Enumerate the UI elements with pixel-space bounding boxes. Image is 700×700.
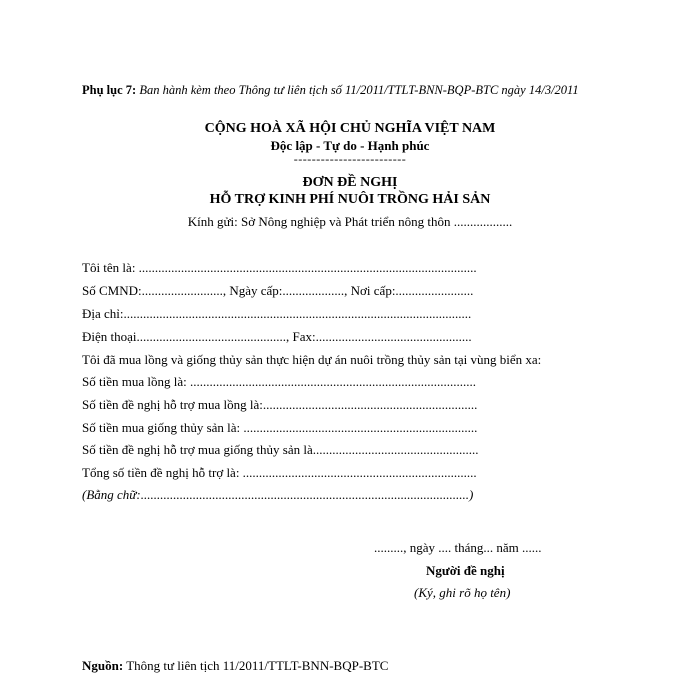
appendix-text: Ban hành kèm theo Thông tư liên tịch số 11/2011/TTLT-BNN-BQP-BTC ngày 14/3/2011 — [136, 83, 579, 97]
field-name: Tôi tên là: ........................................................................................................ — [82, 260, 477, 275]
field-amount-in-words: (Bằng chữ:.....................................................................................................) — [82, 487, 474, 502]
field-id-card: Số CMND:........................., Ngày cấp:..................., Nơi cấp:........................ — [82, 283, 474, 298]
appendix-label: Phụ lục 7: — [82, 83, 137, 97]
source-line — [82, 658, 388, 674]
field-total-support: Tổng số tiền đề nghị hỗ trợ là: ........................................................................ — [82, 465, 477, 480]
document-title: ĐƠN ĐỀ NGHỊ — [302, 175, 398, 190]
signature-date: ........., ngày .... tháng... năm ...... — [374, 540, 542, 555]
field-seed-support: Số tiền đề nghị hỗ trợ mua giống thủy sản là................................................... — [82, 442, 479, 457]
field-seed-cost: Số tiền mua giống thủy sản là: ........................................................................ — [82, 420, 478, 435]
motto: Độc lập - Tự do - Hạnh phúc — [270, 138, 430, 153]
appendix-note — [82, 82, 622, 99]
field-cage-support: Số tiền đề nghị hỗ trợ mua lồng là:.................................................................. — [82, 397, 478, 412]
field-phone-fax: Điện thoại.............................................., Fax:................................................ — [82, 329, 472, 344]
nation-heading: CỘNG HOÀ XÃ HỘI CHỦ NGHĨA VIỆT NAM — [204, 121, 496, 136]
source-text: Thông tư liên tịch 11/2011/TTLT-BNN-BQP-BTC — [123, 658, 389, 673]
recipient: Kính gửi: Sở Nông nghiệp và Phát triển nông thôn .................. — [187, 214, 513, 229]
field-purchase-statement: Tôi đã mua lồng và giống thủy sản thực hiện dự án nuôi trồng thủy sản tại vùng biển xa: — [82, 352, 542, 367]
signature-note: (Ký, ghi rõ họ tên) — [414, 585, 511, 600]
signer-title: Người đề nghị — [426, 563, 505, 578]
document-subtitle: HỖ TRỢ KINH PHÍ NUÔI TRỒNG HẢI SẢN — [209, 192, 491, 207]
header-separator: ------------------------- — [293, 152, 407, 166]
source-label: Nguồn: — [82, 658, 124, 673]
field-cage-cost: Số tiền mua lồng là: ........................................................................................ — [82, 374, 476, 389]
field-address: Địa chỉ:........................................................................................................... — [82, 306, 472, 321]
